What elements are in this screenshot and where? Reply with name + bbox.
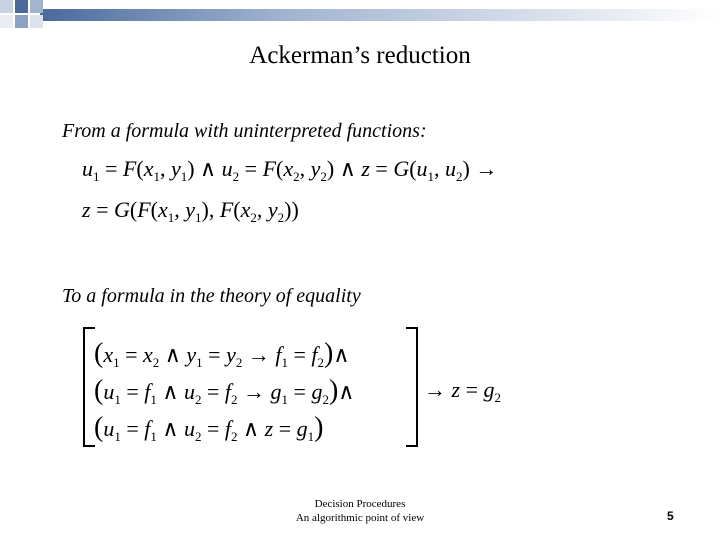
footer-line-1: Decision Procedures: [314, 498, 406, 510]
footer: [260, 497, 460, 525]
right-bracket: [406, 327, 418, 447]
page-number: 5: [667, 509, 674, 523]
slide-title: Ackerman’s reduction: [249, 42, 471, 69]
formula-eq-line-1: ($x_1 = x_2$ ∧ $y_1 = y_2 \to f_1$ = $f_2)\wedge$: [94, 338, 350, 370]
intro-equality: To a formula in the theory of equality: [62, 285, 361, 307]
formula-eq-conclusion: → $z = g_2$: [424, 377, 501, 405]
intro-uninterpreted: From a formula with uninterpreted functions:: [62, 120, 427, 142]
formula-uf-line-1: $u_1 = F(x_1$, $y_1$) ∧ $u_2 = F(x_2$, $y_2$) ∧ $z = G(u_1$, $u_2$) →: [82, 156, 498, 184]
corner-decoration: [0, 0, 720, 40]
formula-eq-line-2: ($u_1 = f_1$ ∧ $u_2 = f_2 \to g_1$ = $g_2)\wedge$: [94, 375, 355, 407]
footer-line-2: An algorithmic point of view: [295, 512, 425, 524]
formula-eq-line-3: ($u_1 = f_1$ ∧ $u_2 = f_2$ ∧ $z = g_1$): [94, 412, 324, 444]
formula-uf-line-2: $z = G(F(x_1$, $y_1$), $F(x_2$, $y_2$)): [82, 197, 299, 225]
